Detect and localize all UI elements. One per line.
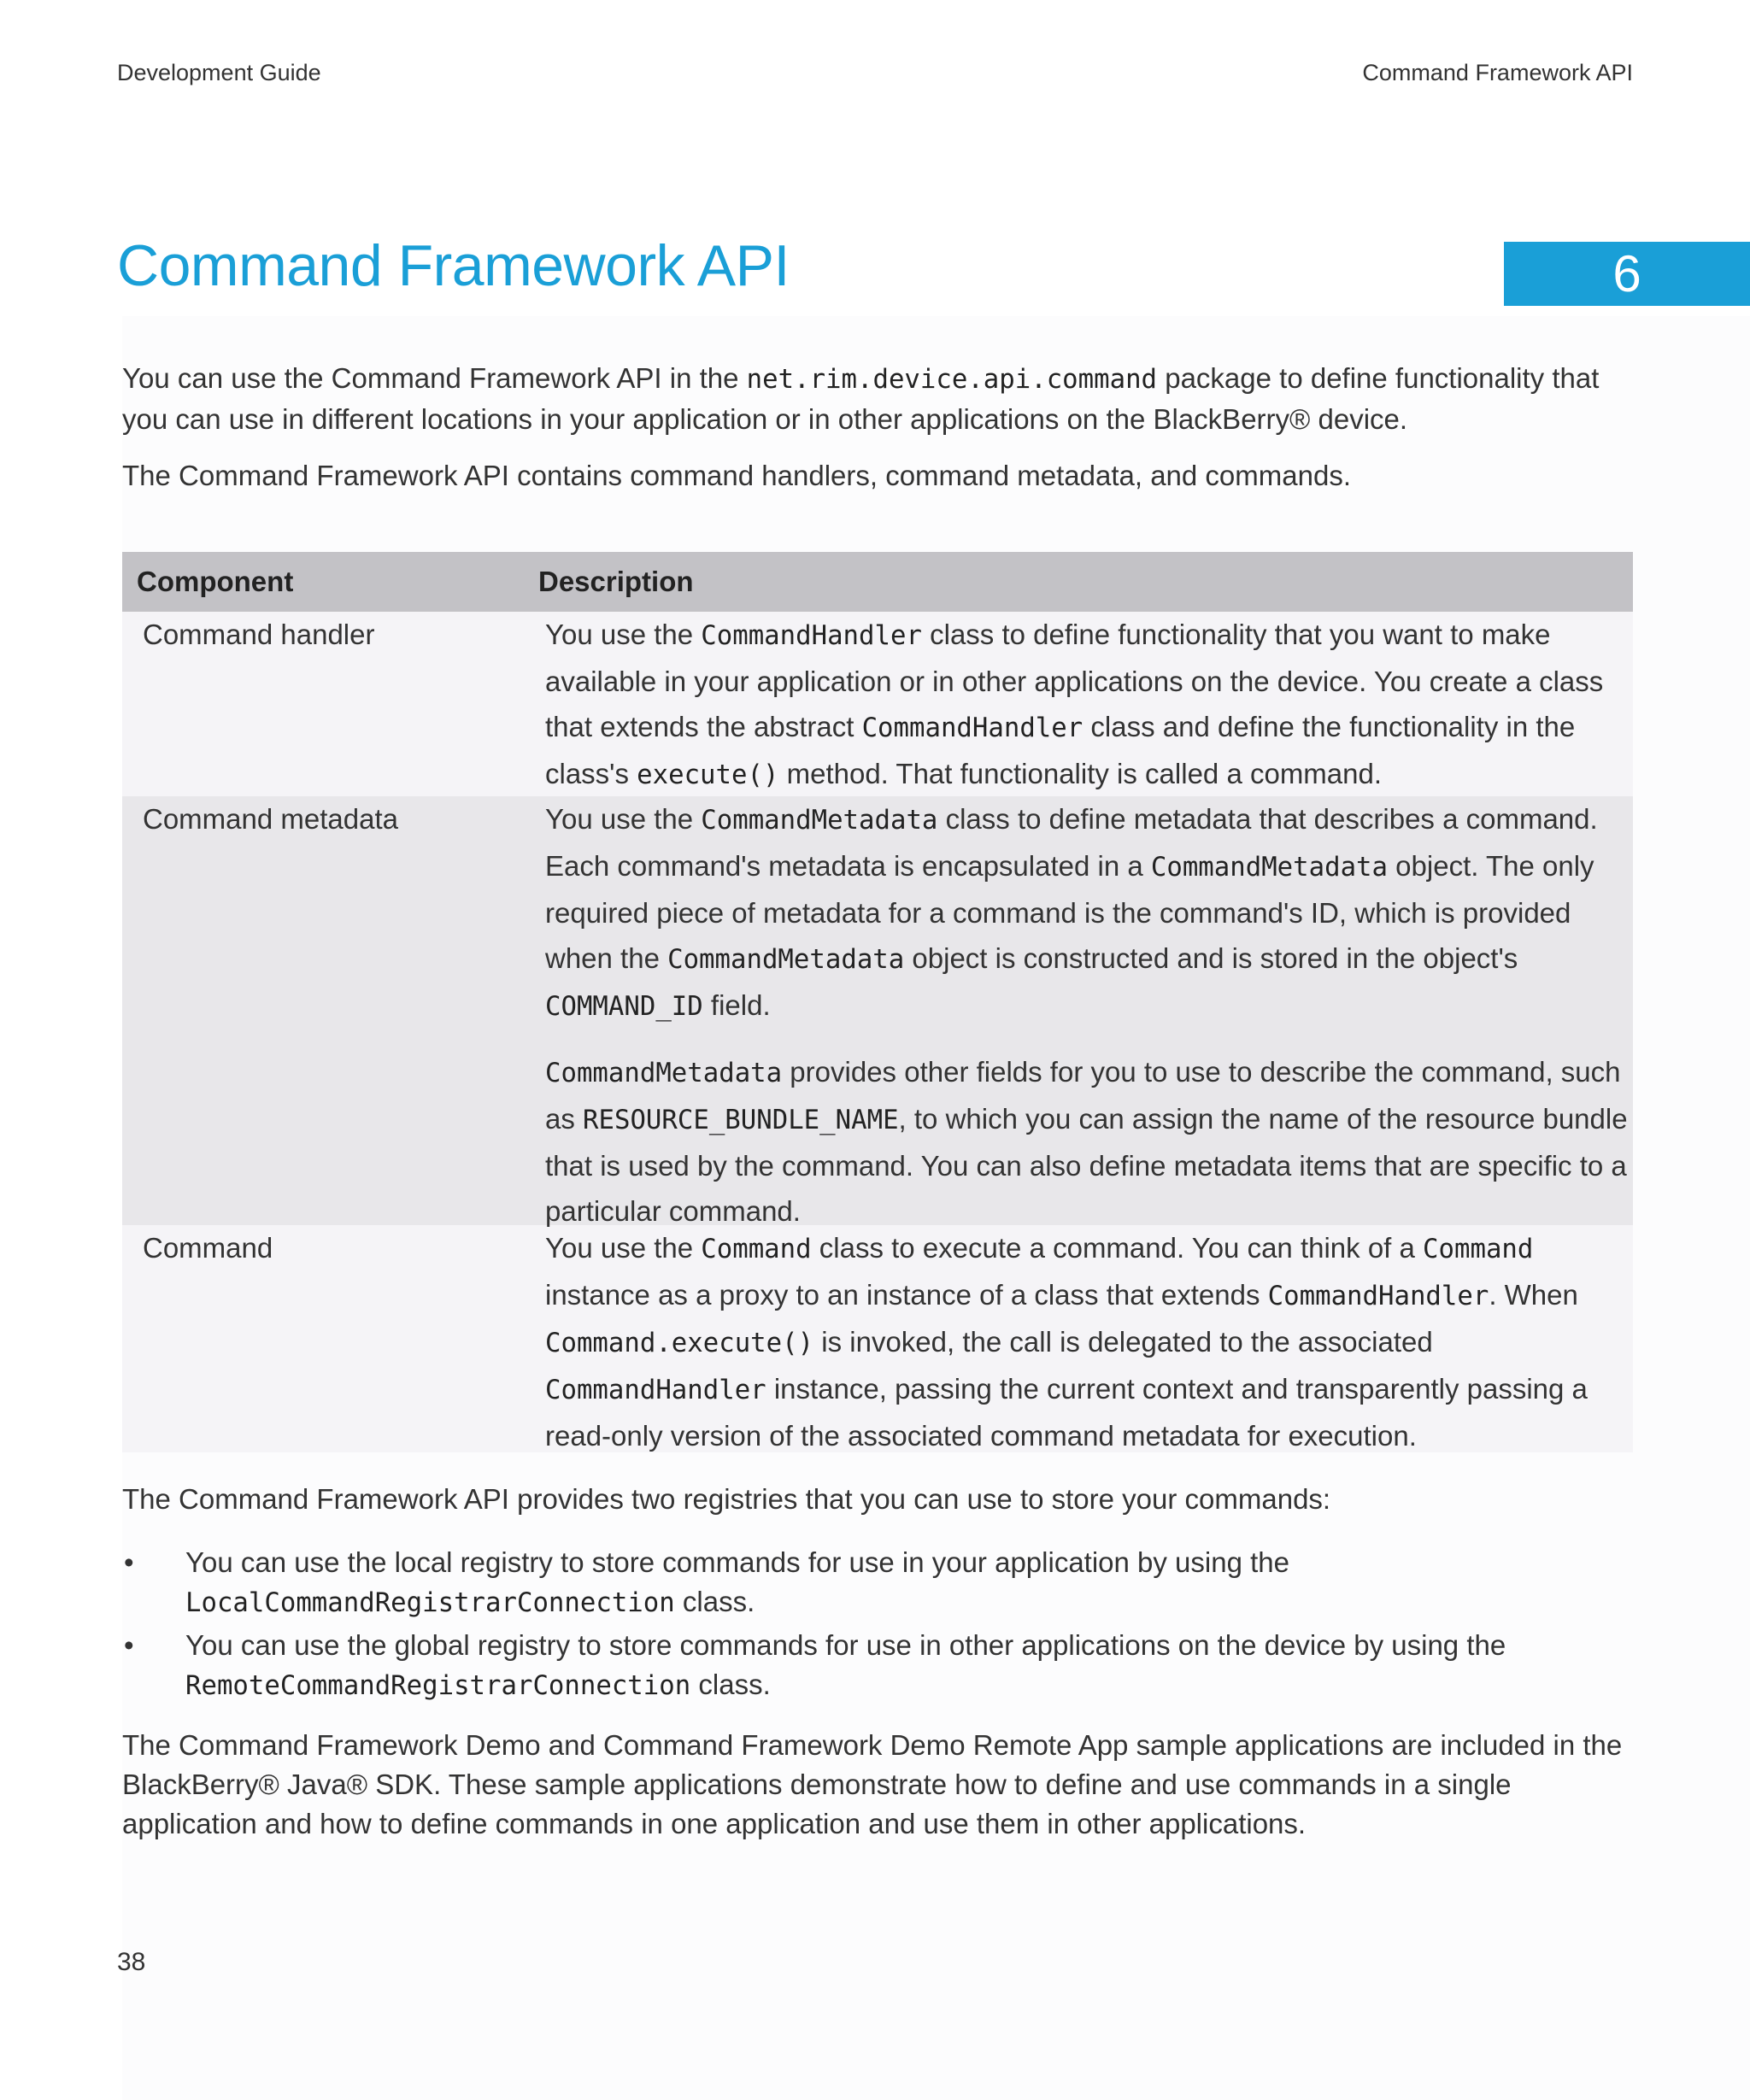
- component-cell: Command metadata: [143, 803, 398, 835]
- column-header-component: Component: [137, 566, 294, 597]
- registries-list: [122, 1543, 1635, 1709]
- code-method-name: execute(): [637, 760, 779, 790]
- code-field-name: COMMAND_ID: [545, 992, 703, 1022]
- code-class-name: CommandHandler: [1267, 1282, 1489, 1311]
- description-text: instance as a proxy to an instance of a class that extends: [545, 1279, 1268, 1311]
- description-text: field.: [702, 989, 771, 1021]
- code-class-name: CommandHandler: [545, 1376, 766, 1405]
- running-header-left: Development Guide: [117, 60, 321, 85]
- list-item-text: You can use the local registry to store commands for use in your application by using the: [185, 1546, 1289, 1578]
- list-item-text: class.: [690, 1669, 771, 1700]
- description-cell: [538, 1225, 1633, 1452]
- description-paragraph: [545, 1225, 1633, 1458]
- bullet-icon: •: [124, 1629, 134, 1661]
- description-text: provides other fields for you to use to describe the command, such as: [545, 1056, 1621, 1135]
- description-text: object. The only required piece of metadata for a command is the command's ID, which is provided when the: [545, 850, 1594, 974]
- package-name: net.rim.device.api.command: [746, 365, 1158, 395]
- list-item: [122, 1626, 1635, 1706]
- components-table: [122, 552, 1633, 1452]
- list-item-text: You can use the global registry to store commands for use in other applications on the device by using the: [185, 1629, 1506, 1661]
- code-class-name: CommandMetadata: [1150, 853, 1389, 883]
- code-class-name: CommandMetadata: [545, 1059, 783, 1088]
- page-number: 38: [117, 1948, 146, 1976]
- chapter-number-tab: [1504, 242, 1750, 306]
- code-class-name: RemoteCommandRegistrarConnection: [185, 1671, 691, 1701]
- description-text: class to execute a command. You can think of a: [811, 1232, 1424, 1264]
- intro-paragraph-2: The Command Framework API contains command handlers, command metadata, and commands.: [122, 460, 1351, 491]
- code-field-name: RESOURCE_BUNDLE_NAME: [583, 1106, 899, 1135]
- description-text: is invoked, the call is delegated to the associated: [813, 1326, 1433, 1358]
- list-item-text: class.: [674, 1586, 755, 1617]
- table-row: [122, 1225, 1633, 1452]
- registries-intro-paragraph: The Command Framework API provides two registries that you can use to store your commands:: [122, 1483, 1331, 1515]
- column-header-description: Description: [538, 566, 694, 597]
- description-paragraph: [545, 1049, 1633, 1234]
- description-text: instance, passing the current context and transparently passing a read-only version of the associated command metadata for execution.: [545, 1373, 1588, 1452]
- intro-text: You can use the Command Framework API in the: [122, 362, 747, 394]
- code-class-name: CommandHandler: [861, 713, 1083, 743]
- code-class-name: LocalCommandRegistrarConnection: [185, 1588, 675, 1618]
- description-cell: [538, 796, 1633, 1225]
- description-text: , to which you can assign the name of the resource bundle that is used by the command. You can also define metadata items that are specific to a particular command.: [545, 1103, 1628, 1227]
- description-text: class to define functionality that you want to make available in your application or in other applications on the device. You create a class that extends the abstract: [545, 619, 1604, 742]
- code-class-name: CommandHandler: [701, 621, 922, 651]
- code-method-name: Command.execute(): [545, 1329, 814, 1358]
- description-text: . When: [1489, 1279, 1578, 1311]
- table-row: [122, 796, 1633, 1225]
- samples-paragraph: The Command Framework Demo and Command Framework Demo Remote App sample applications are included in the BlackBerry® Java® SDK. These sample applications demonstrate how to define and use commands in a single application and how to define commands in one application and use them in other applications.: [122, 1729, 1623, 1839]
- description-text: class and define the functionality in the class's: [545, 711, 1576, 789]
- component-cell: Command handler: [143, 619, 375, 650]
- running-header-right: Command Framework API: [1362, 60, 1633, 85]
- bullet-icon: •: [124, 1546, 134, 1578]
- code-class-name: CommandMetadata: [701, 806, 938, 836]
- code-class-name: Command: [701, 1235, 812, 1264]
- description-text: You use the: [545, 619, 702, 650]
- description-paragraph: [545, 796, 1633, 1029]
- description-text: object is constructed and is stored in the object's: [904, 942, 1518, 974]
- table-header-row: [122, 552, 1633, 612]
- code-class-name: Command: [1423, 1235, 1534, 1264]
- intro-text: package to define functionality that you can use in different locations in your application or in other applications on the BlackBerry® device.: [122, 362, 1600, 435]
- chapter-title: Command Framework API: [117, 233, 790, 298]
- list-item: [122, 1543, 1635, 1623]
- code-class-name: CommandMetadata: [667, 945, 905, 975]
- description-text: You use the: [545, 803, 702, 835]
- component-cell: Command: [143, 1232, 273, 1264]
- description-text: class to define metadata that describes a command. Each command's metadata is encapsulated in a: [545, 803, 1598, 882]
- description-text: You use the: [545, 1232, 702, 1264]
- description-cell: [538, 612, 1633, 796]
- description-paragraph: [545, 612, 1633, 798]
- intro-paragraph-1: [122, 359, 1635, 439]
- table-row: [122, 612, 1633, 796]
- chapter-number: 6: [1612, 245, 1641, 302]
- description-text: method. That functionality is called a command.: [778, 758, 1383, 789]
